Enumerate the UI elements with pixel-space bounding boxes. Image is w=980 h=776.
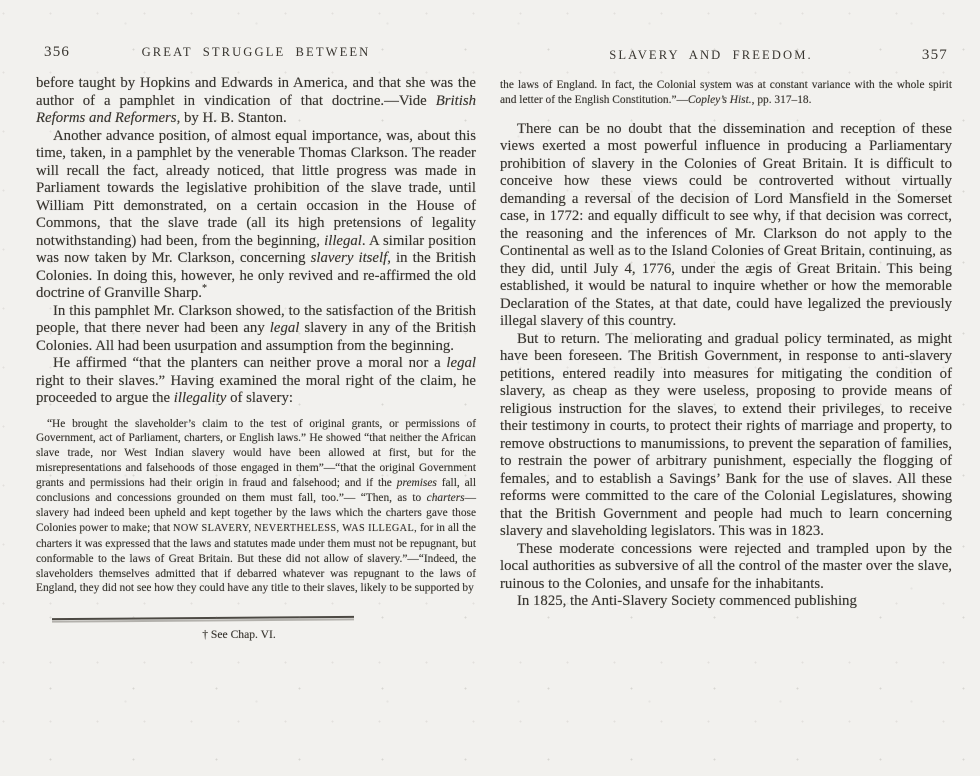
right-page-number: 357 — [921, 47, 948, 63]
paragraph: He affirmed “that the planters can neither prove a moral nor a legal right to their slaves.” Having examined the moral right of the claim, he proceeded to argue the illegality of slavery: — [36, 355, 476, 406]
paragraph: the laws of England. In fact, the Colonial system was at constant variance with the whole spirit and letter of the English Constitution.”—Copley’s Hist., pp. 317–18. — [500, 79, 952, 106]
paragraph: These moderate concessions were rejected and trampled upon by the local authorities as subversive of all the control of the master over the slave, ruinous to the Colonies, and unsafe for the inhabitants. — [500, 540, 952, 592]
right-page-header — [500, 47, 952, 65]
left-text-column — [36, 75, 476, 596]
paragraph: There can be no doubt that the dissemination and reception of these views exerted a most powerful influence in producing a Parliamentary prohibition of slavery in the Colonies of Great Britain. It is difficult to conceive how these views could be controverted without virtually demanding a reversal of the decision of Lord Mansfield in the Somerset case, in 1772: and equally difficult to see why, if that decision was correct, the reasoning and the inferences of Mr. Clarkson do not apply to the Continental as well as to the Island Colonies of Great Britain, continuing, as they did, until July 4, 1776, under the ægis of Great Britain. This being established, it would be natural to inquire whether or how the memorable Declaration of the States, at that date, could have legalized the previously illegal slavery of this country. — [500, 120, 952, 330]
paragraph: “He brought the slaveholder’s claim to the test of original grants, or permissions of Government, act of Parliament, charters, or English laws.” He showed “that neither the African slave trade, nor West Indian slavery would have been allowed at first, but for the misrepresentations and falsehoods of those engaged in them”—“that the original Government grants and permissions had their origin in fraud and falsehood; and if the premises fall, all conclusions and concessions grounded on them must fall, too.”— “Then, as to charters—slavery had indeed been upheld and kept together by the laws which the charters gave those Colonies power to make; that NOW SLAVERY, NEVERTHELESS, WAS ILLEGAL, for in all the charters it was expressed that the laws and statutes made under them must not be repugnant, but conformable to the laws of Great Britain. But these did not allow of slavery.”—“Indeed, the slaveholders themselves admitted that if debarred whatever was repugnant to the laws of England, they did not see how they could have any title to their slaves, likely to be supported by — [36, 417, 476, 595]
left-page-number: 356 — [44, 44, 71, 60]
paragraph: Another advance position, of almost equal importance, was, about this time, taken, in a pamphlet by the venerable Thomas Clarkson. The reader will recall the fact, already noticed, that little progress was made in Parliament towards the legislative prohibition of the slave trade, until William Pitt demonstrated, on a certain occasion in the House of Commons, that the slave trade (all its high pretensions of legality notwithstanding) had been, from the beginning, illegal. A similar position was now taken by Mr. Clarkson, concerning slavery itself, in the British Colonies. In doing this, however, he only revived and re-affirmed the old doctrine of Granville Sharp.* — [36, 127, 477, 301]
right-running-head: SLAVERY AND FREEDOM. — [609, 48, 813, 62]
left-page — [36, 0, 476, 641]
right-page — [500, 0, 952, 611]
paragraph: before taught by Hopkins and Edwards in America, and that she was the author of a pamphlet in vindication of that doctrine.—Vide British Reforms and Reformers, by H. B. Stanton. — [36, 75, 476, 126]
paragraph: But to return. The meliorating and gradual policy terminated, as might have been foreseen. The British Government, in response to anti-slavery petitions, entered readily into measures for mitigating the condition of slavery, as cheap as they were useless, proposing to provide means of religious instruction for the slaves, to extend their privileges, to receive their testimony in courts, to protect their rights of marriage and property, to remove obstructions to manumissions, to prevent the separation of families, to restrain the power of arbitrary punishment, especially the flogging of females, and to establish a Savings’ Bank for the use of slaves. All these reforms were committed to the care of the Colonial Legislatures, showing that the British Government and people had much to learn concerning slavery and slaveholding legislators. This was in 1823. — [500, 330, 952, 540]
left-running-head: GREAT STRUGGLE BETWEEN — [141, 45, 371, 59]
footnote: † See Chap. VI. — [202, 627, 276, 641]
right-text-column — [500, 78, 952, 611]
left-page-header — [36, 44, 476, 62]
paragraph: In this pamphlet Mr. Clarkson showed, to the satisfaction of the British people, that there never had been any legal slavery in any of the British Colonies. All had been usurpation and assumption from the beginning. — [36, 302, 476, 354]
paragraph: In 1825, the Anti-Slavery Society commenced publishing — [517, 593, 857, 610]
footnote-rule — [52, 616, 354, 620]
